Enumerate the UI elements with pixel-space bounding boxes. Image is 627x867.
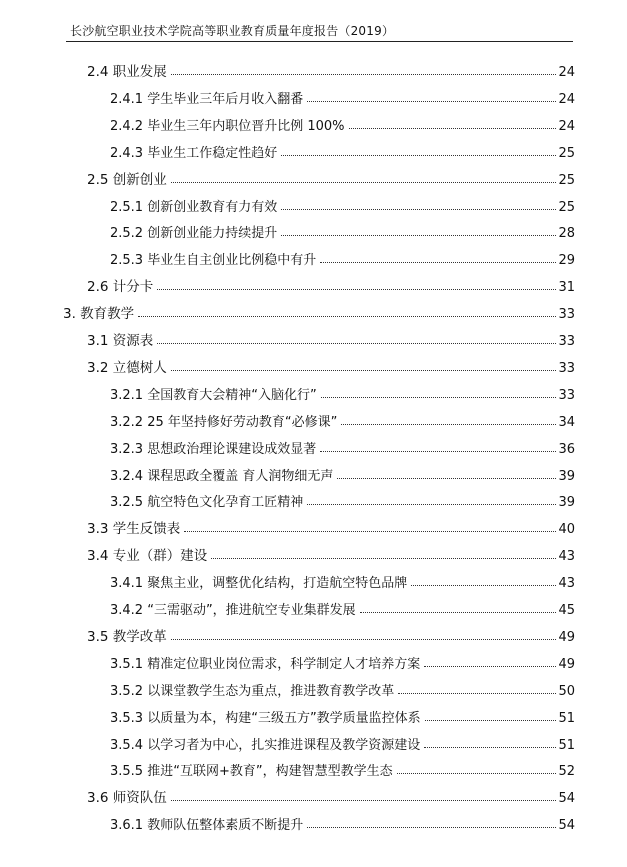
toc-entry-label: 2.4.3 毕业生工作稳定性趋好 xyxy=(110,145,278,161)
toc-entry[interactable] xyxy=(87,327,575,349)
dot-leader xyxy=(320,451,556,452)
toc-entry[interactable] xyxy=(110,650,575,672)
toc-page-number: 49 xyxy=(558,629,575,645)
toc-entry-label: 2.4 职业发展 xyxy=(87,64,167,80)
dot-leader xyxy=(211,558,556,559)
toc-entry-label: 3.1 资源表 xyxy=(87,333,154,349)
dot-leader xyxy=(307,101,556,102)
toc-entry-label: 3.5.5 推进“互联网+教育”，构建智慧型教学生态 xyxy=(110,764,393,780)
toc-page-number: 24 xyxy=(558,65,575,80)
toc-entry[interactable] xyxy=(110,219,575,241)
running-header: 长沙航空职业技术学院高等职业教育质量年度报告（2019） xyxy=(70,24,395,38)
toc-entry[interactable] xyxy=(87,515,575,537)
toc-page-number: 34 xyxy=(558,414,575,430)
toc-entry[interactable] xyxy=(110,435,575,457)
toc-entry[interactable] xyxy=(63,300,575,322)
toc-page-number: 25 xyxy=(558,199,575,215)
toc-page-number: 24 xyxy=(558,91,575,107)
toc-page-number: 51 xyxy=(558,737,575,753)
toc-entry[interactable] xyxy=(87,623,575,645)
toc-page-number: 49 xyxy=(558,656,575,672)
toc-page-number: 28 xyxy=(558,226,575,242)
toc-entry-label: 2.5.2 创新创业能力持续提升 xyxy=(110,226,278,242)
toc-page-number: 40 xyxy=(558,522,575,538)
dot-leader xyxy=(424,666,556,667)
dot-leader xyxy=(307,827,556,828)
dot-leader xyxy=(171,800,557,801)
toc-entry[interactable] xyxy=(110,408,575,430)
toc-entry[interactable] xyxy=(110,246,575,268)
dot-leader xyxy=(411,585,556,586)
toc-page-number: 24 xyxy=(558,118,575,134)
dot-leader xyxy=(138,316,556,317)
toc-entry[interactable] xyxy=(110,731,575,753)
toc-entry-label: 3.2.4 课程思政全覆盖 育人润物细无声 xyxy=(110,468,334,484)
toc-entry[interactable] xyxy=(110,811,575,833)
dot-leader xyxy=(171,74,557,75)
toc-page-number: 43 xyxy=(558,549,575,565)
toc-entry-label: 3.5.3 以质量为本，构建“三级五方”教学质量监控体系 xyxy=(110,710,421,726)
dot-leader xyxy=(341,424,556,425)
toc-entry-label: 2.4.1 学生毕业三年后月收入翻番 xyxy=(110,91,304,107)
toc-page-number: 43 xyxy=(558,576,575,592)
dot-leader xyxy=(281,155,556,156)
toc-page-number: 45 xyxy=(558,603,575,618)
toc-entry-label: 2.6 计分卡 xyxy=(87,279,154,296)
dot-leader xyxy=(171,182,557,183)
toc-entry-label: 3.4 专业（群）建设 xyxy=(87,548,208,565)
toc-entry-label: 3.2.3 思想政治理论课建设成效显著 xyxy=(110,441,317,457)
toc-page-number: 36 xyxy=(558,441,575,457)
dot-leader xyxy=(337,478,556,479)
toc-entry-label: 3.6.1 教师队伍整体素质不断提升 xyxy=(110,818,304,834)
toc-page-number: 25 xyxy=(558,145,575,161)
dot-leader xyxy=(157,343,556,344)
toc-entry-label: 3.6 师资队伍 xyxy=(87,790,167,807)
toc-entry[interactable] xyxy=(110,193,575,215)
toc-entry-label: 3.5.4 以学习者为中心，扎实推进课程及教学资源建设 xyxy=(110,737,421,753)
dot-leader xyxy=(171,639,557,640)
toc-page-number: 33 xyxy=(558,387,575,403)
dot-leader xyxy=(184,531,556,532)
toc-entry[interactable] xyxy=(110,112,575,134)
dot-leader xyxy=(321,397,557,398)
toc-entry[interactable] xyxy=(110,488,575,510)
dot-leader xyxy=(281,209,556,210)
dot-leader xyxy=(398,693,556,694)
toc-entry[interactable] xyxy=(87,542,575,564)
toc-entry-label: 3.2.1 全国教育大会精神“入脑化行” xyxy=(110,387,317,403)
toc-page-number: 33 xyxy=(558,307,575,323)
toc-page-number: 33 xyxy=(558,360,575,376)
toc-page-number: 33 xyxy=(558,334,575,349)
dot-leader xyxy=(424,747,556,748)
toc-entry[interactable] xyxy=(110,139,575,161)
toc-entry[interactable] xyxy=(87,354,575,376)
toc-entry[interactable] xyxy=(87,273,575,295)
toc-entry-label: 3.4.1 聚焦主业，调整优化结构，打造航空特色品牌 xyxy=(110,576,408,592)
dot-leader xyxy=(425,720,557,721)
toc-entry[interactable] xyxy=(110,569,575,591)
toc-entry[interactable] xyxy=(87,784,575,806)
dot-leader xyxy=(157,289,556,290)
toc-entry[interactable] xyxy=(110,85,575,107)
toc-entry[interactable] xyxy=(87,166,575,188)
toc-page-number: 54 xyxy=(558,791,575,807)
dot-leader xyxy=(397,773,557,774)
dot-leader xyxy=(171,370,557,371)
toc-page-number: 39 xyxy=(558,468,575,484)
toc-entry[interactable] xyxy=(110,381,575,403)
toc-entry-label: 3.2.5 航空特色文化孕育工匠精神 xyxy=(110,495,304,511)
toc-entry-label: 3.4.2 “三需驱动”，推进航空专业集群发展 xyxy=(110,603,356,618)
toc-entry[interactable] xyxy=(110,462,575,484)
toc-entry-label: 3.3 学生反馈表 xyxy=(87,521,181,538)
toc-entry-label: 2.5.1 创新创业教育有力有效 xyxy=(110,199,278,215)
toc-entry[interactable] xyxy=(110,677,575,699)
dot-leader xyxy=(307,504,556,505)
toc-page-number: 39 xyxy=(558,495,575,511)
toc-entry-label: 2.5 创新创业 xyxy=(87,171,167,188)
toc-page-number: 52 xyxy=(558,764,575,780)
toc-page-number: 51 xyxy=(558,710,575,726)
toc-entry[interactable] xyxy=(87,58,575,80)
toc-entry-label: 3.5.2 以课堂教学生态为重点，推进教育教学改革 xyxy=(110,683,395,699)
toc-page-number: 29 xyxy=(558,253,575,269)
dot-leader xyxy=(320,262,556,263)
toc-entry-label: 3.2.2 25 年坚持修好劳动教育“必修课” xyxy=(110,414,338,430)
toc-page-number: 25 xyxy=(558,172,575,188)
toc-entry[interactable] xyxy=(110,596,575,618)
toc-entry[interactable] xyxy=(110,704,575,726)
toc-entry-label: 2.5.3 毕业生自主创业比例稳中有升 xyxy=(110,253,317,269)
toc-entry-label: 3.5.1 精准定位职业岗位需求，科学制定人才培养方案 xyxy=(110,656,421,672)
toc-entry-label: 3.2 立德树人 xyxy=(87,359,167,376)
toc-entry-label: 3.5 教学改革 xyxy=(87,628,167,645)
toc-page-number: 31 xyxy=(558,280,575,296)
header-divider xyxy=(66,41,573,42)
dot-leader xyxy=(281,235,556,236)
toc-page-number: 54 xyxy=(558,818,575,834)
dot-leader xyxy=(349,128,557,129)
toc-page-number: 50 xyxy=(558,683,575,699)
toc-entry-label: 2.4.2 毕业生三年内职位晋升比例 100% xyxy=(110,118,345,134)
toc-entry[interactable] xyxy=(110,757,575,779)
toc-entry-label: 3. 教育教学 xyxy=(63,306,135,323)
dot-leader xyxy=(360,612,557,613)
